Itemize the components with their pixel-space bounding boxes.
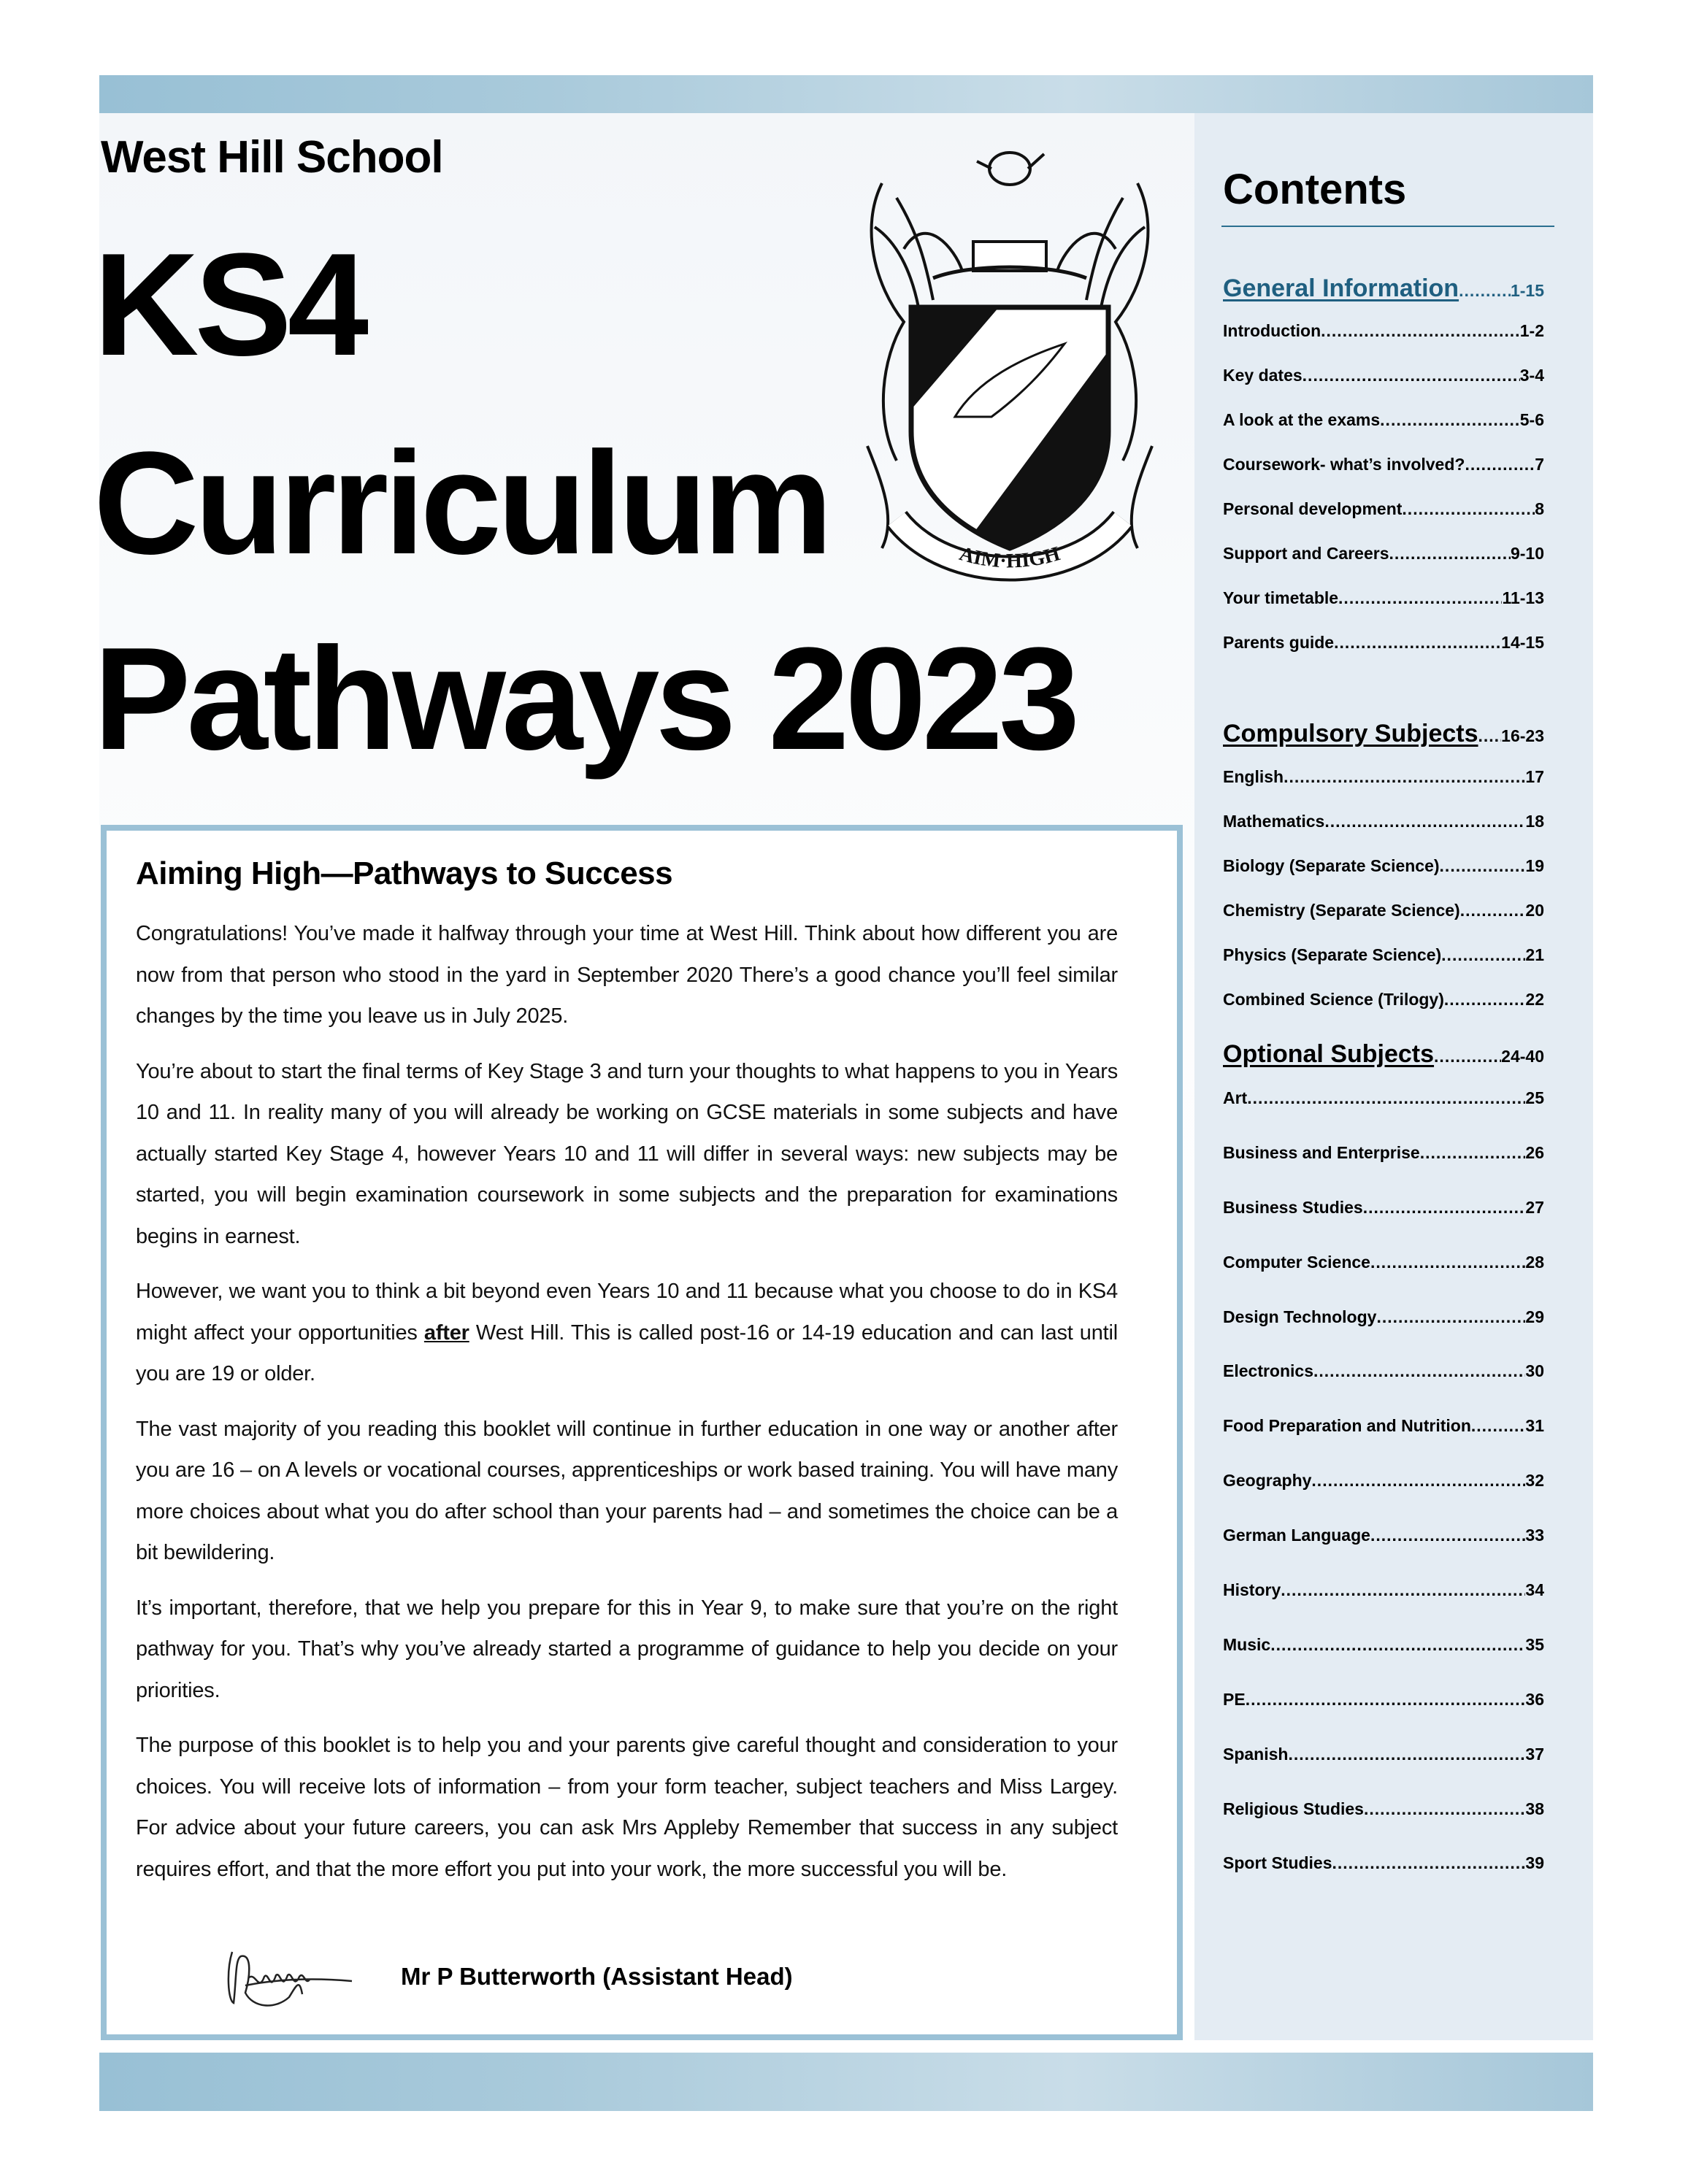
school-crest-logo (853, 139, 1167, 593)
toc-entry[interactable] (1223, 1307, 1544, 1362)
toc-entry[interactable] (1223, 1253, 1544, 1307)
toc-entry-label: Music (1223, 1634, 1271, 1654)
toc-entry-pages: 25 (1525, 1088, 1544, 1107)
toc-entry[interactable] (1223, 1580, 1544, 1635)
intro-paragraph: However, we want you to think a bit beyond even Years 10 and 11 because what you choose to do in KS4 might affect your opportunities after West Hill. This is called post-16 or 14-19 education and can last until you are 19 or older. (136, 1280, 1118, 1385)
toc-leader (1303, 366, 1520, 385)
toc-entry[interactable] (1223, 1416, 1544, 1471)
toc-entry[interactable] (1223, 1745, 1544, 1799)
toc-entry-pages: 1-2 (1519, 321, 1544, 340)
toc-leader (1288, 1745, 1525, 1764)
toc-leader (1363, 1198, 1526, 1218)
toc-leader (1324, 812, 1525, 831)
toc-entry-pages: 17 (1525, 767, 1544, 786)
signer-name: Mr P Butterworth (Assistant Head) (401, 1963, 793, 1990)
toc-entry[interactable] (1223, 812, 1544, 856)
intro-letter-box (101, 825, 1183, 2040)
toc-entry[interactable] (1223, 1853, 1544, 1908)
toc-leader (1334, 633, 1501, 653)
svg-text:AIM·HIGH: AIM·HIGH (956, 542, 1063, 573)
intro-paragraph: The purpose of this booklet is to help you and your parents give careful thought and consideration to your choices. You will receive lots of information – from your form teacher, subject teachers and Miss Largey. For advice about your future careers, you can ask Mrs Appleby Remember that success in any subject requires effort, and that the more effort you put into your work, the more successful you will be. (136, 1734, 1118, 1881)
toc-heading-compulsory-subjects[interactable]: Compulsory Subjects ..... 16-23 (1223, 720, 1544, 748)
toc-entry-label: English (1223, 767, 1284, 786)
toc-heading-general-information[interactable]: General Information ..... 1-15 (1223, 274, 1544, 303)
toc-entry-label: Computer Science (1223, 1252, 1370, 1272)
toc-leader (1376, 1307, 1525, 1327)
toc-entry-label: Art (1223, 1088, 1248, 1107)
school-name: West Hill School (101, 132, 443, 182)
toc-entry[interactable] (1223, 544, 1544, 588)
toc-entry-pages: 21 (1525, 945, 1544, 964)
intro-body (136, 913, 1118, 1904)
toc-entry[interactable] (1223, 856, 1544, 901)
toc-leader (1313, 1361, 1525, 1381)
toc-entry-pages: 37 (1525, 1744, 1544, 1764)
toc-leader (1332, 1853, 1526, 1873)
toc-entry-pages: 39 (1525, 1853, 1544, 1873)
toc-section-optional (1223, 1040, 1544, 1069)
toc-entry[interactable] (1223, 1361, 1544, 1416)
toc-entry-label: Key dates (1223, 366, 1303, 385)
toc-entry-label: Support and Careers (1223, 544, 1389, 563)
toc-leader (1281, 1580, 1525, 1600)
toc-entry-pages: 22 (1525, 990, 1544, 1009)
toc-section-compulsory (1223, 720, 1544, 748)
toc-entry-label: Coursework- what’s involved? (1223, 455, 1465, 474)
toc-entry-label: Business Studies (1223, 1197, 1363, 1217)
toc-entry-pages: 8 (1535, 499, 1544, 518)
toc-entry[interactable] (1223, 1143, 1544, 1198)
toc-leader (1471, 1416, 1526, 1436)
toc-leader (1460, 901, 1526, 920)
toc-leader (1420, 1143, 1526, 1163)
toc-entry[interactable] (1223, 1198, 1544, 1253)
toc-entry[interactable] (1223, 499, 1544, 544)
toc-entry-label: Food Preparation and Nutrition (1223, 1416, 1471, 1436)
toc-entry[interactable] (1223, 1471, 1544, 1526)
toc-entry-pages: 29 (1525, 1307, 1544, 1326)
toc-section-general (1223, 274, 1544, 303)
toc-leader (1444, 990, 1526, 1010)
toc-entry-label: A look at the exams (1223, 410, 1381, 429)
toc-list-optional (1223, 1088, 1544, 1908)
toc-entry-pages: 14-15 (1501, 633, 1544, 652)
toc-entry-label: Design Technology (1223, 1307, 1377, 1326)
toc-entry-label: Electronics (1223, 1361, 1313, 1381)
toc-entry-label: Business and Enterprise (1223, 1142, 1420, 1162)
toc-entry-label: Parents guide (1223, 633, 1335, 652)
toc-entry[interactable] (1223, 588, 1544, 633)
toc-leader (1441, 945, 1525, 965)
toc-entry-label: Spanish (1223, 1744, 1289, 1764)
toc-entry-pages: 36 (1525, 1689, 1544, 1709)
toc-leader (1247, 1088, 1525, 1108)
toc-entry-label: Introduction (1223, 321, 1321, 340)
toc-entry-pages: 30 (1525, 1361, 1544, 1381)
toc-entry[interactable] (1223, 633, 1544, 677)
title-pathways: Pathways 2023 (93, 618, 1076, 780)
toc-leader (1465, 455, 1535, 474)
toc-entry-pages: 3-4 (1519, 366, 1544, 385)
toc-heading-optional-subjects[interactable]: Optional Subjects ..... 24-40 (1223, 1040, 1544, 1069)
toc-entry-label: Combined Science (Trilogy) (1223, 990, 1444, 1009)
toc-leader (1311, 1471, 1525, 1491)
toc-entry[interactable] (1223, 945, 1544, 990)
toc-entry-pages: 32 (1525, 1471, 1544, 1491)
toc-entry[interactable] (1223, 1526, 1544, 1580)
toc-entry-pages: 7 (1535, 455, 1544, 474)
toc-entry-label: Personal development (1223, 499, 1403, 518)
toc-list-general (1223, 321, 1544, 677)
title-curriculum: Curriculum (93, 422, 829, 585)
toc-entry-label: PE (1223, 1689, 1246, 1709)
toc-entry[interactable] (1223, 767, 1544, 812)
toc-entry-label: History (1223, 1580, 1281, 1600)
intro-paragraph: Congratulations! You’ve made it halfway through your time at West Hill. Think about how different you are now from that person who stood in the yard in September 2020 There’s a good chance you’ll feel similar changes by the time you leave us in July 2025. (136, 922, 1118, 1028)
toc-leader (1380, 410, 1520, 430)
toc-entry-label: Chemistry (Separate Science) (1223, 901, 1460, 920)
toc-entry[interactable] (1223, 901, 1544, 945)
toc-leader (1246, 1690, 1526, 1710)
signature-image (223, 1949, 355, 2016)
toc-leader (1338, 588, 1502, 608)
toc-leader (1440, 856, 1526, 876)
toc-entry-pages: 11-13 (1502, 588, 1544, 607)
toc-entry-pages: 20 (1525, 901, 1544, 920)
toc-list-compulsory (1223, 767, 1544, 1034)
bottom-banner (99, 2053, 1593, 2111)
toc-entry-label: Geography (1223, 1471, 1312, 1491)
intro-paragraph: It’s important, therefore, that we help you prepare for this in Year 9, to make sure that you’re on the right pathway for you. That’s why you’ve already started a programme of guidance to help you decide on your priorities. (136, 1596, 1118, 1702)
toc-entry-pages: 31 (1525, 1416, 1544, 1436)
intro-paragraph: You’re about to start the final terms of Key Stage 3 and turn your thoughts to what happens to you in Years 10 and 11. In reality many of you will already be working on GCSE materials in some subjects and have actually started Key Stage 4, however Years 10 and 11 will differ in several ways: new subjects may be started, you will begin examination coursework in some subjects and the preparation for examinations begins in earnest. (136, 1059, 1118, 1248)
toc-leader (1402, 499, 1535, 519)
toc-entry-pages: 18 (1525, 812, 1544, 831)
toc-entry[interactable] (1223, 321, 1544, 366)
title-ks4: KS4 (93, 223, 365, 386)
toc-entry-label: Your timetable (1223, 588, 1339, 607)
toc-leader (1364, 1799, 1525, 1819)
toc-entry-pages: 38 (1525, 1799, 1544, 1818)
toc-entry[interactable] (1223, 990, 1544, 1034)
contents-divider (1221, 226, 1554, 227)
toc-entry[interactable] (1223, 366, 1544, 410)
toc-entry-label: Religious Studies (1223, 1799, 1364, 1818)
toc-entry-pages: 27 (1525, 1197, 1544, 1217)
toc-entry-label: Mathematics (1223, 812, 1325, 831)
toc-entry[interactable] (1223, 1088, 1544, 1143)
toc-entry-pages: 9-10 (1510, 544, 1544, 563)
toc-entry[interactable] (1223, 455, 1544, 499)
toc-leader (1370, 1253, 1525, 1272)
toc-entry-label: Biology (Separate Science) (1223, 856, 1440, 875)
toc-entry-pages: 34 (1525, 1580, 1544, 1600)
toc-entry[interactable] (1223, 1690, 1544, 1745)
intro-heading: Aiming High—Pathways to Success (136, 855, 673, 891)
toc-entry[interactable] (1223, 1635, 1544, 1690)
toc-leader (1370, 1526, 1525, 1545)
toc-entry-label: Sport Studies (1223, 1853, 1332, 1873)
toc-entry-label: German Language (1223, 1526, 1370, 1545)
emphasis-after: after (423, 1320, 469, 1345)
toc-entry-pages: 33 (1525, 1526, 1544, 1545)
toc-entry-pages: 19 (1525, 856, 1544, 875)
toc-entry[interactable] (1223, 410, 1544, 455)
toc-entry-pages: 26 (1525, 1142, 1544, 1162)
toc-entry-pages: 5-6 (1519, 410, 1544, 429)
contents-title: Contents (1223, 166, 1407, 213)
toc-leader (1284, 767, 1525, 787)
toc-entry[interactable] (1223, 1799, 1544, 1854)
intro-paragraph: The vast majority of you reading this booklet will continue in further education in one way or another after you are 16 – on A levels or vocational courses, apprenticeships or work based training. You will have many more choices about what you do after school than your parents had – and sometimes the choice can be a bit bewildering. (136, 1417, 1118, 1564)
toc-leader (1321, 321, 1520, 341)
top-banner (99, 75, 1593, 113)
toc-entry-pages: 28 (1525, 1252, 1544, 1272)
toc-entry-pages: 35 (1525, 1634, 1544, 1654)
toc-leader (1389, 544, 1511, 564)
toc-leader (1270, 1635, 1525, 1655)
toc-entry-label: Physics (Separate Science) (1223, 945, 1442, 964)
